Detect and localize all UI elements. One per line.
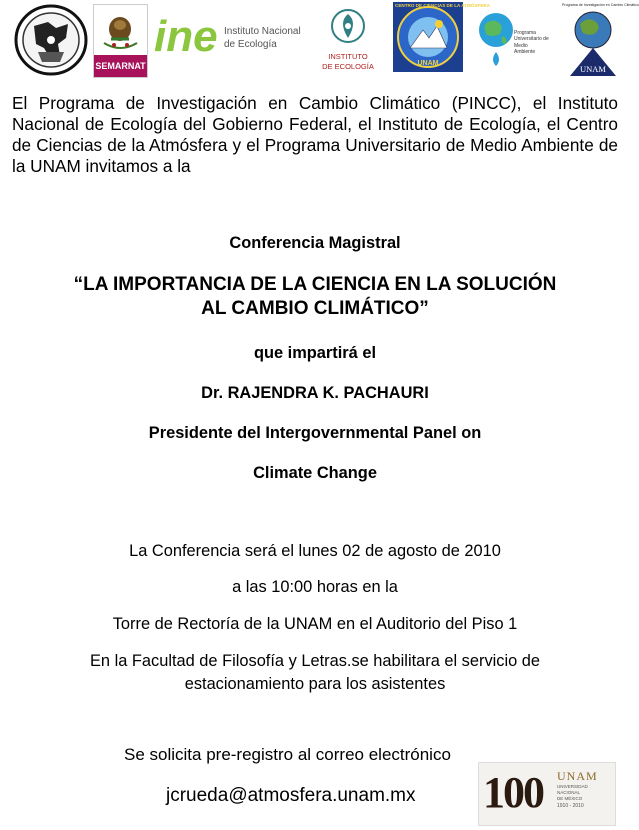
event-date: La Conferencia será el lunes 02 de agosto de 2010 bbox=[129, 542, 501, 560]
atmosfera-bottom-text: UNAM bbox=[417, 60, 439, 67]
event-title-line-2: AL CAMBIO CLIMÁTICO” bbox=[201, 298, 429, 319]
unam-centenario-logo bbox=[478, 762, 616, 826]
parking-note-line-2: estacionamiento para los asistentes bbox=[184, 675, 446, 693]
centenario-sub-2: NACIONAL bbox=[557, 790, 581, 795]
speaker-role-line-1: Presidente del Intergovernmental Panel on bbox=[148, 424, 482, 442]
ine-logo bbox=[152, 12, 304, 68]
pruma-line-3: Medio bbox=[514, 42, 528, 49]
centenario-unam: UNAM bbox=[557, 769, 598, 783]
centenario-sub-1: UNIVERSIDAD bbox=[557, 784, 588, 789]
speaker-role-line-2: Climate Change bbox=[253, 464, 377, 482]
parking-note-line-1: En la Facultad de Filosofía y Letras.se habilitara el servicio de bbox=[89, 652, 541, 670]
unam-seal-logo bbox=[14, 4, 88, 76]
ine-name-line2: de Ecología bbox=[224, 39, 277, 50]
pruma-line-1: Programa bbox=[514, 30, 536, 36]
leaf-emblem-icon bbox=[314, 4, 382, 50]
event-title-line-1: “LA IMPORTANCIA DE LA CIENCIA EN LA SOLUCIÓN bbox=[73, 274, 557, 295]
atmosfera-ring-text: CENTRO DE CIENCIAS DE LA ATMÓSFERA bbox=[395, 3, 491, 8]
pincc-logo bbox=[562, 2, 639, 78]
instituto-ecologia-line1: INSTITUTO bbox=[328, 52, 368, 61]
pruma-logo bbox=[476, 8, 556, 72]
instituto-ecologia-logo bbox=[314, 4, 382, 76]
speaker-name: Dr. RAJENDRA K. PACHAURI bbox=[201, 384, 429, 402]
ine-name-line1: Instituto Nacional bbox=[224, 26, 301, 37]
event-by: que impartirá el bbox=[253, 344, 377, 362]
centenario-number: 100 bbox=[483, 768, 543, 817]
globe-drop-icon bbox=[476, 8, 516, 70]
centenario-years: 1910 - 2010 bbox=[557, 803, 584, 809]
pruma-text bbox=[514, 30, 549, 56]
centenario-sub-3: DE MÉXICO bbox=[557, 796, 583, 801]
registration-email[interactable]: jcrueda@atmosfera.unam.mx bbox=[166, 785, 416, 806]
pruma-line-2: Universitario de bbox=[514, 36, 549, 43]
event-time: a las 10:00 horas en la bbox=[232, 578, 398, 596]
ine-mark: ine bbox=[154, 12, 218, 61]
event-place: Torre de Rectoría de la UNAM en el Auditorio del Piso 1 bbox=[112, 615, 518, 633]
instituto-ecologia-line2: DE ECOLOGÍA bbox=[322, 62, 374, 71]
semarnat-logo bbox=[93, 4, 148, 78]
mexico-coat-of-arms-icon bbox=[94, 5, 147, 55]
invitation-intro: El Programa de Investigación en Cambio Climático (PINCC), el Instituto Nacional de Ecología del Gobierno Federal, el Instituto de Ecología, el Centro de Ciencias de la Atmósfera y el Programa Universitario de Medio Ambiente de la UNAM invitamos a la bbox=[12, 93, 618, 176]
registration-note: Se solicita pre-registro al correo electrónico bbox=[124, 745, 451, 764]
pincc-ring-text: Programa de Investigación en Cambio Climático bbox=[562, 3, 639, 7]
pruma-line-4: Ambiente bbox=[514, 49, 536, 56]
pincc-bottom-text: UNAM bbox=[580, 64, 606, 74]
atmosfera-logo bbox=[393, 2, 491, 72]
logo-strip bbox=[0, 0, 639, 80]
unam-seal-icon bbox=[14, 4, 88, 76]
event-kind: Conferencia Magistral bbox=[229, 234, 401, 252]
semarnat-label: SEMARNAT bbox=[94, 55, 147, 77]
